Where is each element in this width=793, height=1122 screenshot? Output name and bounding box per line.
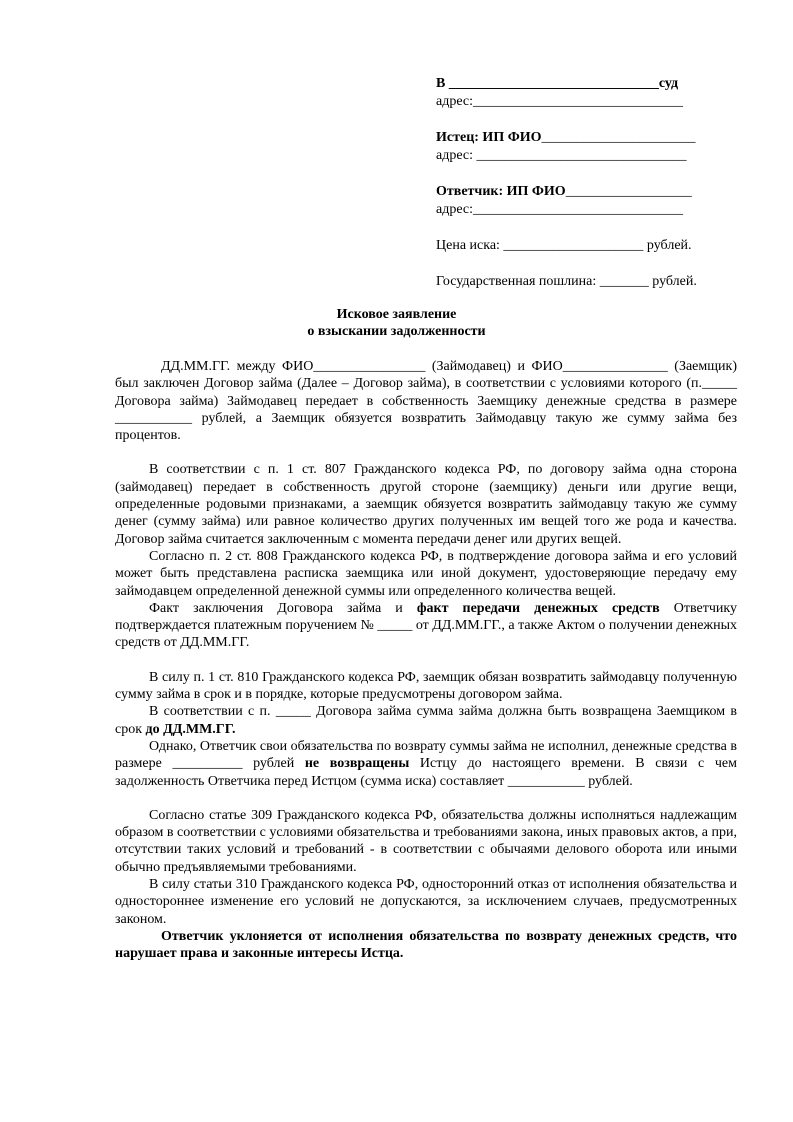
paragraph-6-start: В соответствии с п. _____ Договора займа сумма займа должна быть возвращена Заемщиком в срок bbox=[115, 704, 737, 737]
plaintiff-label: Истец: ИП ФИО bbox=[436, 130, 542, 145]
court-address: адрес:______________________________ bbox=[436, 94, 684, 109]
paragraph-8: Согласно статье 309 Гражданского кодекса РФ, обязательства должны исполняться надлежащим образом в соответствии с условиями обязательства и требованиями закона, иных правовых актов, а при, отсутствии таких условий и требований - в соответствии с обычаями делового оборота или иными обычно предъявляемыми требованиями. bbox=[115, 807, 737, 875]
paragraph-5: В силу п. 1 ст. 810 Гражданского кодекса РФ, заемщик обязан возвратить займодавцу полученную сумму займа в срок и в порядке, которые предусмотрены договором займа. bbox=[115, 669, 737, 703]
title-line-2: о взыскании задолженности bbox=[307, 324, 486, 339]
title-line-1: Исковое заявление bbox=[336, 307, 457, 322]
plaintiff-line bbox=[436, 129, 736, 147]
document-body bbox=[115, 358, 737, 963]
defendant-blank: __________________ bbox=[565, 184, 692, 199]
paragraph-7 bbox=[115, 738, 737, 790]
paragraph-1: ДД.ММ.ГГ. между ФИО________________ (Займодавец) и ФИО_______________ (Заемщик) был заключен Договор займа (Далее – Договор займа), в соответствии с условиями которого (п._____ Договора займа) Займодавец передает в собственность Заемщику денежные средства в размере ___________ рублей, а Заемщик обязуется возвратить Займодавцу такую же сумму займа без процентов. bbox=[115, 359, 737, 444]
paragraph-4 bbox=[115, 600, 737, 652]
court-suffix: суд bbox=[658, 76, 679, 91]
paragraph-4-bold: факт передачи денежных средств bbox=[416, 600, 660, 616]
plaintiff-address: адрес: ______________________________ bbox=[436, 148, 687, 163]
plaintiff-blank: ______________________ bbox=[541, 130, 696, 145]
paragraph-4-start: Факт заключения Договора займа и bbox=[149, 600, 417, 616]
paragraph-6-bold: до ДД.ММ.ГГ. bbox=[145, 721, 236, 737]
claim-header bbox=[436, 75, 736, 291]
paragraph-10: Ответчик уклоняется от исполнения обязательства по возврату денежных средств, что нарушает права и законные интересы Истца. bbox=[115, 928, 737, 962]
paragraph-3: Согласно п. 2 ст. 808 Гражданского кодекса РФ, в подтверждение договора займа и его условий может быть представлена расписка заемщика или иной документ, удостоверяющие передачу ему займодавцем определенной денежной суммы или определенного количества вещей. bbox=[115, 548, 737, 599]
defendant-address: адрес:______________________________ bbox=[436, 202, 684, 217]
defendant-line bbox=[436, 183, 736, 201]
claim-price: Цена иска: ____________________ рублей. bbox=[436, 238, 692, 253]
paragraph-7-end: Истцу до настоящего времени. В связи с чем задолженность Ответчика перед Истцом (сумма иска) составляет ___________ рублей. bbox=[115, 756, 737, 789]
paragraph-6 bbox=[115, 703, 737, 738]
court-line bbox=[436, 75, 736, 93]
paragraph-2: В соответствии с п. 1 ст. 807 Гражданского кодекса РФ, по договору займа одна сторона (займодавец) передает в собственность другой стороне (заемщику) деньги или другие вещи, определенные родовыми признаками, а заемщик обязуется возвратить займодавцу такую же сумму денег (сумму займа) или равное количество других полученных им вещей того же рода и качества. Договор займа считается заключенным с момента передачи денег или других вещей. bbox=[115, 462, 737, 547]
paragraph-7-bold: не возвращены bbox=[304, 756, 410, 772]
paragraph-7-start: Однако, Ответчик свои обязательства по возврату суммы займа не исполнил, денежные средства в размере __________ рублей bbox=[115, 738, 737, 772]
court-prefix: В bbox=[436, 76, 446, 91]
defendant-label: Ответчик: ИП ФИО bbox=[436, 184, 566, 199]
state-fee: Государственная пошлина: _______ рублей. bbox=[436, 274, 697, 289]
paragraph-4-end: Ответчику подтверждается платежным поручением № _____ от ДД.ММ.ГГ., а также Актом о получении денежных средств от ДД.ММ.ГГ. bbox=[115, 600, 737, 651]
paragraph-9: В силу статьи 310 Гражданского кодекса РФ, односторонний отказ от исполнения обязательства и одностороннее изменение его условий не допускаются, за исключением случаев, предусмотренных законом. bbox=[115, 877, 737, 927]
court-blank: ______________________________ bbox=[448, 76, 659, 91]
document-title bbox=[0, 306, 793, 340]
